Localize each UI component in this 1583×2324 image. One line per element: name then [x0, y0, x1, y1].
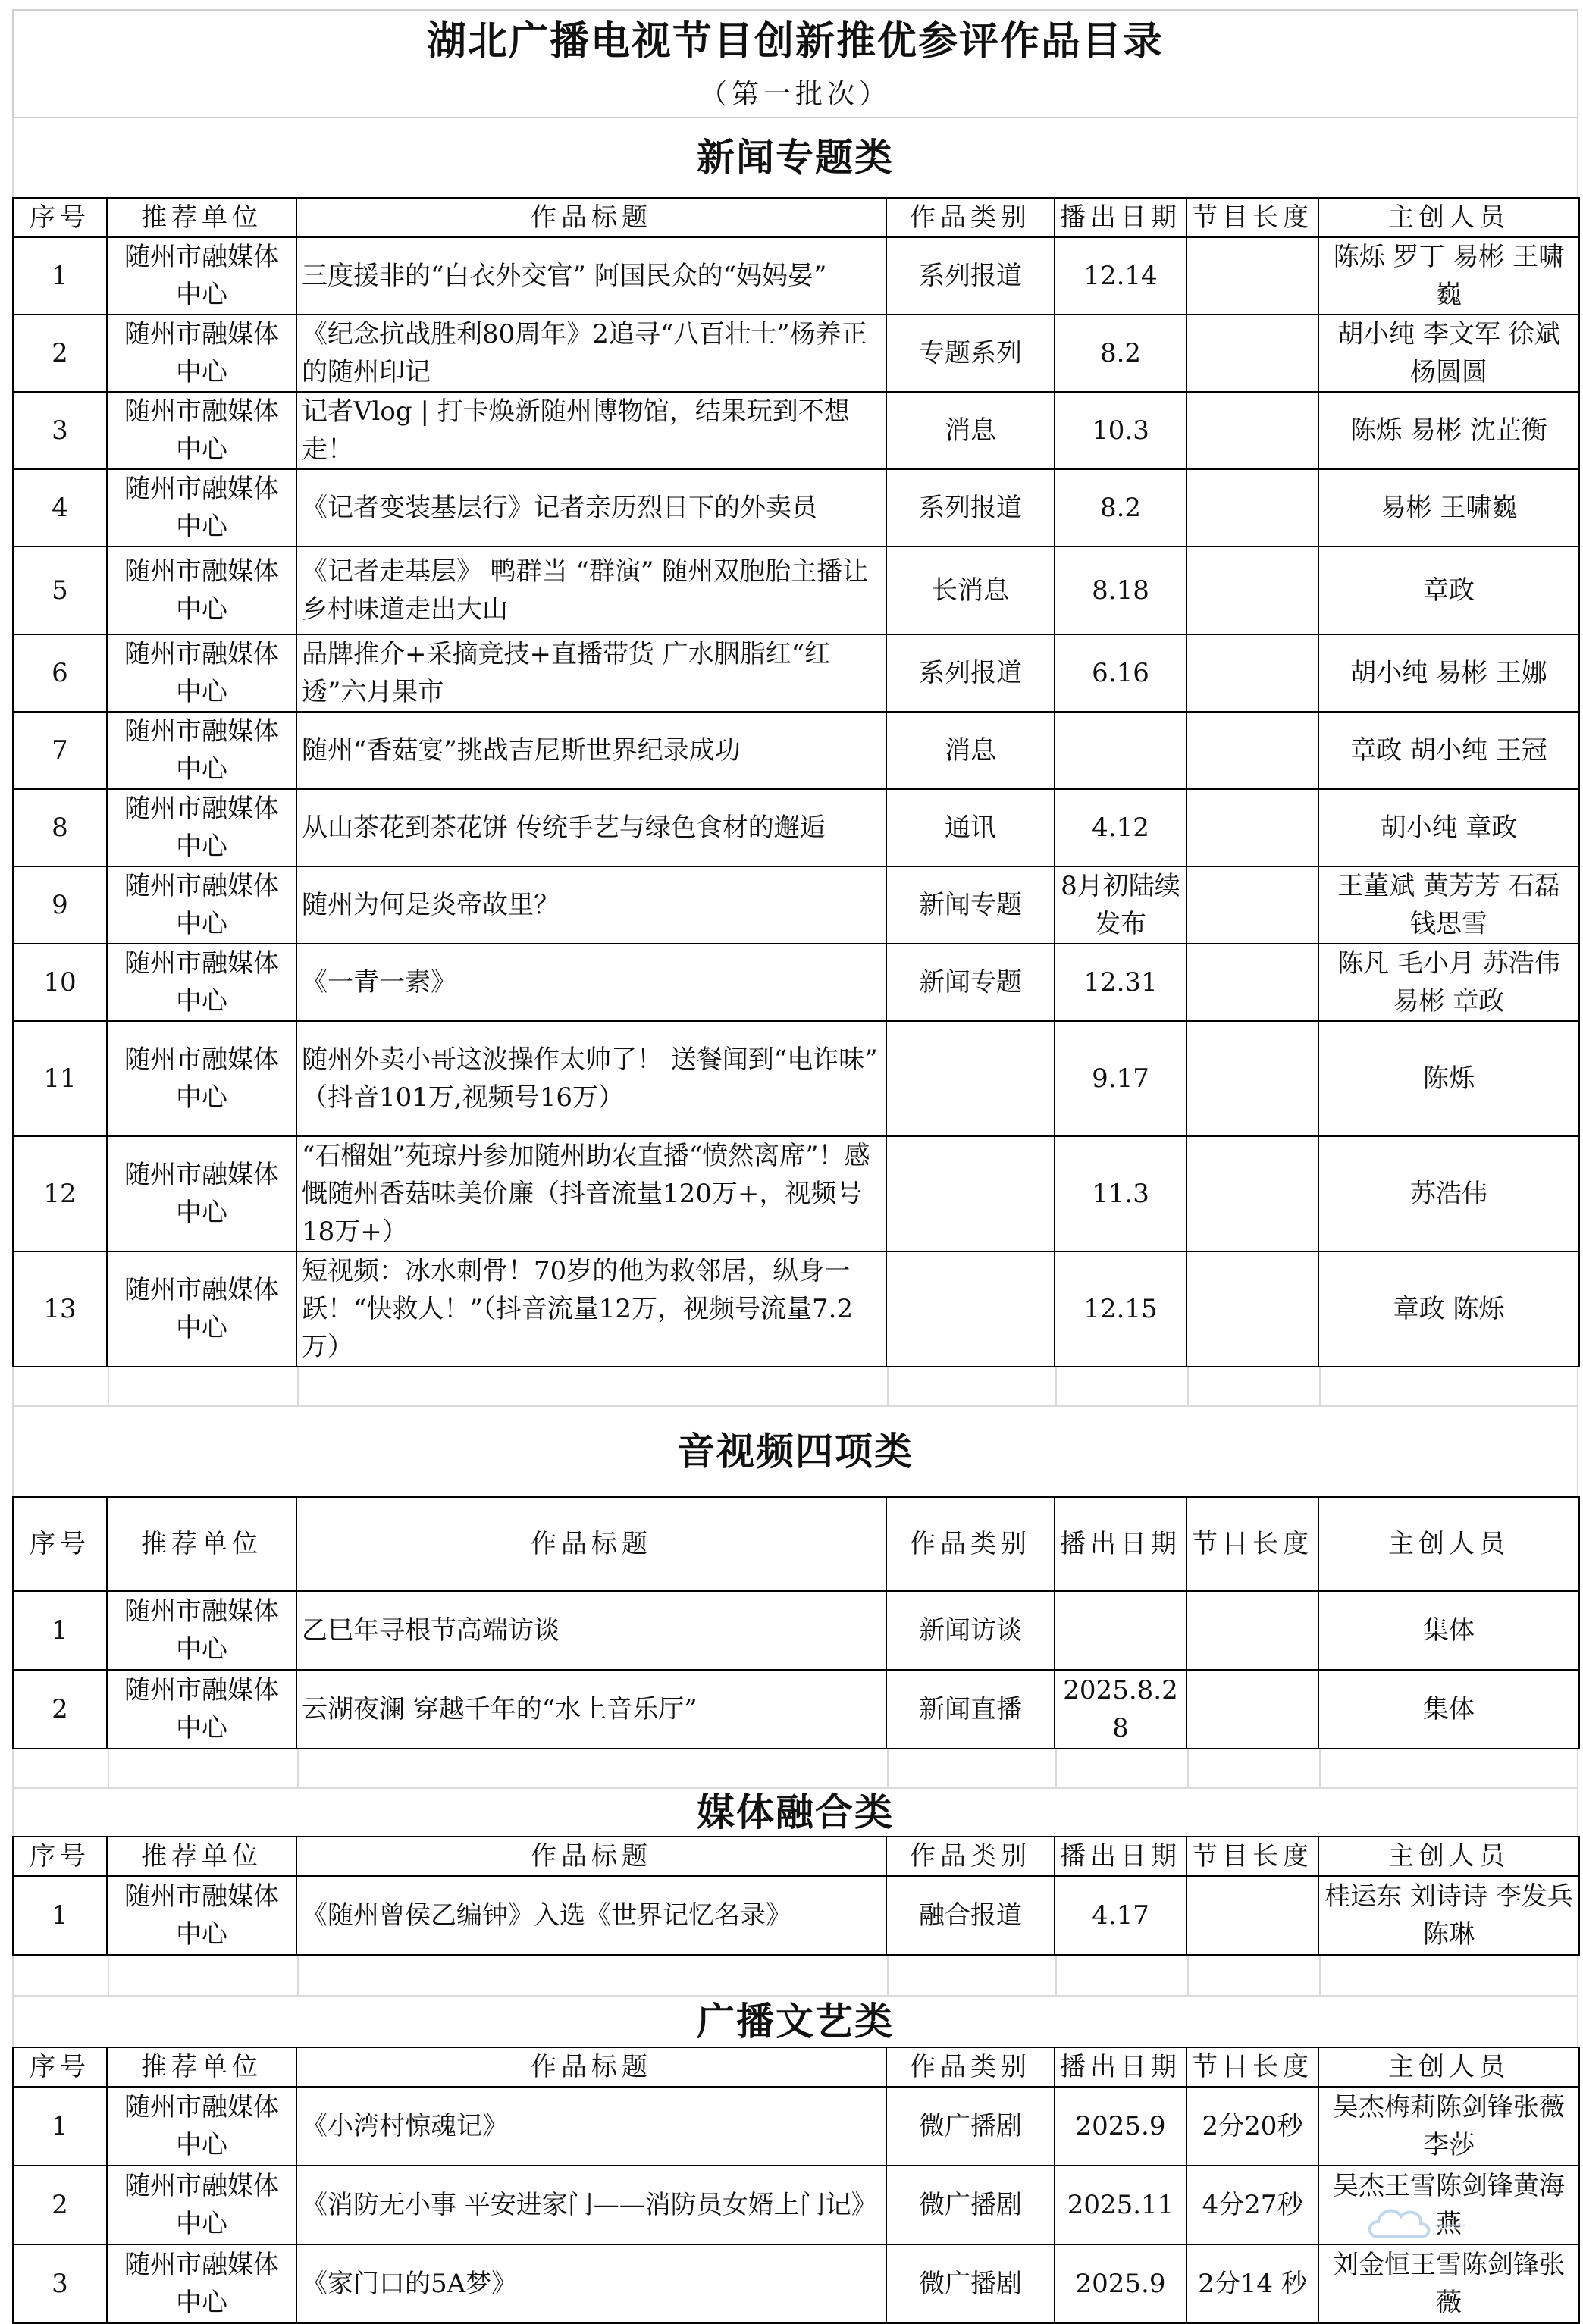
cell-no: 1 [13, 1591, 107, 1670]
cell-unit: 随州市融媒体中心 [107, 944, 296, 1021]
cell-unit: 随州市融媒体中心 [107, 547, 296, 634]
cell-title: 《记者走基层》 鸭群当 “群演” 随州双胞胎主播让乡村味道走出大山 [296, 547, 886, 634]
table-row [13, 392, 1579, 469]
cell-unit: 随州市融媒体中心 [107, 2244, 296, 2323]
cell-type: 新闻专题 [886, 944, 1055, 1021]
cell-date: 8.18 [1055, 547, 1186, 634]
cell-staff: 章政 [1318, 547, 1579, 634]
cell-length [1186, 866, 1318, 944]
cell-date: 8.2 [1055, 469, 1186, 547]
cell-no: 6 [13, 634, 107, 712]
cell-date: 9.17 [1055, 1021, 1186, 1136]
cell-length: 4分27秒 [1186, 2166, 1318, 2244]
cell-staff: 集体 [1318, 1670, 1579, 1749]
cell-unit: 随州市融媒体中心 [107, 392, 296, 469]
cell-staff: 苏浩伟 [1318, 1136, 1579, 1251]
cell-title: 《记者变装基层行》记者亲历烈日下的外卖员 [296, 469, 886, 547]
cell-length [1186, 1670, 1318, 1749]
header-type: 作品类别 [886, 198, 1055, 237]
cell-length: 2分14 秒 [1186, 2244, 1318, 2323]
header-unit: 推荐单位 [107, 198, 296, 237]
table-row [13, 1021, 1579, 1136]
cell-staff: 章政 胡小纯 王冠 [1318, 712, 1579, 789]
cell-date: 8月初陆续发布 [1055, 866, 1186, 944]
cell-staff: 吴杰王雪陈剑锋黄海燕 [1318, 2166, 1579, 2244]
header-title: 作品标题 [296, 198, 886, 237]
header-row [13, 1837, 1579, 1876]
cell-staff: 桂运东 刘诗诗 李发兵 陈琳 [1318, 1876, 1579, 1955]
cell-unit: 随州市融媒体中心 [107, 237, 296, 315]
cell-unit: 随州市融媒体中心 [107, 1136, 296, 1251]
cell-type: 系列报道 [886, 237, 1055, 315]
cell-length [1186, 469, 1318, 547]
table-row [13, 789, 1579, 866]
cell-no: 3 [13, 392, 107, 469]
cell-unit: 随州市融媒体中心 [107, 1670, 296, 1749]
table-row [13, 469, 1579, 547]
cell-date: 12.31 [1055, 944, 1186, 1021]
cell-title: 《小湾村惊魂记》 [296, 2087, 886, 2166]
cell-staff: 刘金恒王雪陈剑锋张薇 [1318, 2244, 1579, 2323]
cell-title: 随州外卖小哥这波操作太帅了！ 送餐闻到“电诈味” （抖音101万,视频号16万） [296, 1021, 886, 1136]
table-row [13, 1591, 1579, 1670]
cell-length: 2分20秒 [1186, 2087, 1318, 2166]
table-row [13, 237, 1579, 315]
cell-no: 7 [13, 712, 107, 789]
cell-unit: 随州市融媒体中心 [107, 1591, 296, 1670]
header-row [13, 2047, 1579, 2087]
header-title: 作品标题 [296, 1497, 886, 1591]
cell-length [1186, 1136, 1318, 1251]
cell-unit: 随州市融媒体中心 [107, 2166, 296, 2244]
cell-staff: 胡小纯 易彬 王娜 [1318, 634, 1579, 712]
cell-type: 微广播剧 [886, 2244, 1055, 2323]
cell-type: 系列报道 [886, 634, 1055, 712]
cell-title: 《消防无小事 平安进家门——消防员女婿上门记》 [296, 2166, 886, 2244]
cell-no: 10 [13, 944, 107, 1021]
cell-type: 新闻专题 [886, 866, 1055, 944]
document-title: 湖北广播电视节目创新推优参评作品目录 [426, 19, 1164, 64]
cell-date: 4.17 [1055, 1876, 1186, 1955]
cell-type: 消息 [886, 712, 1055, 789]
cell-date: 11.3 [1055, 1136, 1186, 1251]
cell-date: 12.15 [1055, 1251, 1186, 1367]
table-row [13, 2244, 1579, 2323]
header-length: 节目长度 [1186, 2047, 1318, 2087]
cell-length [1186, 1251, 1318, 1367]
cell-length [1186, 237, 1318, 315]
cell-date [1055, 1591, 1186, 1670]
table-radio [12, 2047, 1580, 2324]
table-av [12, 1496, 1580, 1749]
spacer [12, 1367, 1578, 1407]
cell-no: 8 [13, 789, 107, 866]
section-title-news: 新闻专题类 [12, 118, 1578, 197]
cloud-watermark-icon [1363, 2195, 1469, 2248]
document-header [12, 9, 1578, 118]
header-title: 作品标题 [296, 1837, 886, 1876]
cell-length [1186, 1876, 1318, 1955]
cell-date: 2025.11 [1055, 2166, 1186, 2244]
cell-title: 短视频：冰水刺骨！70岁的他为救邻居，纵身一跃！“快救人！”（抖音流量12万，视频号流量7.2万） [296, 1251, 886, 1367]
cell-unit: 随州市融媒体中心 [107, 789, 296, 866]
cell-no: 9 [13, 866, 107, 944]
cell-staff: 王董斌 黄芳芳 石磊 钱思雪 [1318, 866, 1579, 944]
cell-staff: 陈凡 毛小月 苏浩伟 易彬 章政 [1318, 944, 1579, 1021]
header-type: 作品类别 [886, 1497, 1055, 1591]
cell-no: 5 [13, 547, 107, 634]
header-unit: 推荐单位 [107, 2047, 296, 2087]
cell-staff: 胡小纯 章政 [1318, 789, 1579, 866]
table-row [13, 712, 1579, 789]
cell-type: 专题系列 [886, 315, 1055, 392]
cell-date: 12.14 [1055, 237, 1186, 315]
cell-staff: 集体 [1318, 1591, 1579, 1670]
cell-no: 11 [13, 1021, 107, 1136]
table-row [13, 944, 1579, 1021]
cell-title: 《随州曾侯乙编钟》入选《世界记忆名录》 [296, 1876, 886, 1955]
table-row [13, 315, 1579, 392]
cell-unit: 随州市融媒体中心 [107, 1021, 296, 1136]
cell-type [886, 1136, 1055, 1251]
header-no: 序号 [13, 1837, 107, 1876]
cell-staff: 吴杰梅莉陈剑锋张薇李莎 [1318, 2087, 1579, 2166]
cell-unit: 随州市融媒体中心 [107, 1876, 296, 1955]
cell-title: 乙巳年寻根节高端访谈 [296, 1591, 886, 1670]
cell-title: 《纪念抗战胜利80周年》2追寻“八百壮士”杨养正的随州印记 [296, 315, 886, 392]
header-length: 节目长度 [1186, 198, 1318, 237]
header-no: 序号 [13, 2047, 107, 2087]
cell-no: 2 [13, 315, 107, 392]
table-row [13, 2166, 1579, 2244]
cell-length [1186, 789, 1318, 866]
table-row [13, 2087, 1579, 2166]
header-length: 节目长度 [1186, 1837, 1318, 1876]
header-staff: 主创人员 [1318, 1497, 1579, 1591]
cell-staff: 章政 陈烁 [1318, 1251, 1579, 1367]
header-date: 播出日期 [1055, 1837, 1186, 1876]
cell-type: 长消息 [886, 547, 1055, 634]
cell-title: 随州“香菇宴”挑战吉尼斯世界纪录成功 [296, 712, 886, 789]
header-length: 节目长度 [1186, 1497, 1318, 1591]
header-type: 作品类别 [886, 1837, 1055, 1876]
cell-date: 2025.9 [1055, 2244, 1186, 2323]
cell-staff: 陈烁 罗丁 易彬 王啸巍 [1318, 237, 1579, 315]
cell-length [1186, 1021, 1318, 1136]
cell-unit: 随州市融媒体中心 [107, 2087, 296, 2166]
cell-type: 微广播剧 [886, 2166, 1055, 2244]
cell-title: 从山茶花到茶花饼 传统手艺与绿色食材的邂逅 [296, 789, 886, 866]
cell-no: 1 [13, 2087, 107, 2166]
cell-unit: 随州市融媒体中心 [107, 866, 296, 944]
cell-type: 通讯 [886, 789, 1055, 866]
cell-type: 新闻直播 [886, 1670, 1055, 1749]
table-row [13, 1670, 1579, 1749]
spacer [12, 1749, 1578, 1789]
cell-no: 1 [13, 237, 107, 315]
cell-type: 微广播剧 [886, 2087, 1055, 2166]
cell-no: 3 [13, 2244, 107, 2323]
header-staff: 主创人员 [1318, 2047, 1579, 2087]
cell-title: 《一青一素》 [296, 944, 886, 1021]
table-row [13, 1251, 1579, 1367]
cell-length [1186, 634, 1318, 712]
spacer [12, 1956, 1578, 1997]
cell-no: 12 [13, 1136, 107, 1251]
header-no: 序号 [13, 198, 107, 237]
section-title-av: 音视频四项类 [12, 1407, 1578, 1496]
cell-date [1055, 712, 1186, 789]
cell-length [1186, 712, 1318, 789]
cell-length [1186, 1591, 1318, 1670]
cell-length [1186, 315, 1318, 392]
document-subtitle: （第一批次） [14, 73, 1577, 118]
header-type: 作品类别 [886, 2047, 1055, 2087]
cell-unit: 随州市融媒体中心 [107, 634, 296, 712]
cell-title: 《家门口的5A梦》 [296, 2244, 886, 2323]
cell-date: 2025.8.28 [1055, 1670, 1186, 1749]
cell-staff: 易彬 王啸巍 [1318, 469, 1579, 547]
cell-length [1186, 547, 1318, 634]
table-row [13, 1136, 1579, 1251]
cell-type [886, 1251, 1055, 1367]
cell-length [1186, 392, 1318, 469]
header-unit: 推荐单位 [107, 1837, 296, 1876]
cell-date: 4.12 [1055, 789, 1186, 866]
cell-staff: 陈烁 易彬 沈芷衡 [1318, 392, 1579, 469]
cell-unit: 随州市融媒体中心 [107, 469, 296, 547]
cell-staff: 胡小纯 李文军 徐斌 杨圆圆 [1318, 315, 1579, 392]
cell-no: 2 [13, 2166, 107, 2244]
table-row [13, 634, 1579, 712]
header-date: 播出日期 [1055, 2047, 1186, 2087]
cell-type: 系列报道 [886, 469, 1055, 547]
cell-staff: 陈烁 [1318, 1021, 1579, 1136]
header-no: 序号 [13, 1497, 107, 1591]
cell-title: 三度援非的“白衣外交官” 阿国民众的“妈妈晏” [296, 237, 886, 315]
table-news [12, 197, 1580, 1367]
cell-type: 消息 [886, 392, 1055, 469]
section-title-radio: 广播文艺类 [12, 1997, 1578, 2047]
header-date: 播出日期 [1055, 198, 1186, 237]
cell-title: 记者Vlog | 打卡焕新随州博物馆，结果玩到不想走！ [296, 392, 886, 469]
cell-date: 2025.9 [1055, 2087, 1186, 2166]
cell-title: 品牌推介+采摘竞技+直播带货 广水胭脂红“红透”六月果市 [296, 634, 886, 712]
cell-no: 1 [13, 1876, 107, 1955]
cell-title: 随州为何是炎帝故里？ [296, 866, 886, 944]
header-date: 播出日期 [1055, 1497, 1186, 1591]
cell-no: 4 [13, 469, 107, 547]
table-row [13, 866, 1579, 944]
cell-no: 13 [13, 1251, 107, 1367]
header-row [13, 198, 1579, 237]
header-staff: 主创人员 [1318, 1837, 1579, 1876]
header-title: 作品标题 [296, 2047, 886, 2087]
table-media [12, 1836, 1580, 1956]
cell-date: 8.2 [1055, 315, 1186, 392]
table-row [13, 547, 1579, 634]
cell-title: 云湖夜澜 穿越千年的“水上音乐厅” [296, 1670, 886, 1749]
cell-unit: 随州市融媒体中心 [107, 315, 296, 392]
section-title-media: 媒体融合类 [12, 1789, 1578, 1836]
catalog-sheet [12, 9, 1578, 2324]
cell-type: 新闻访谈 [886, 1591, 1055, 1670]
cell-unit: 随州市融媒体中心 [107, 1251, 296, 1367]
cell-date: 10.3 [1055, 392, 1186, 469]
cell-type: 融合报道 [886, 1876, 1055, 1955]
cell-unit: 随州市融媒体中心 [107, 712, 296, 789]
header-staff: 主创人员 [1318, 198, 1579, 237]
table-row [13, 1876, 1579, 1955]
cell-length [1186, 944, 1318, 1021]
header-row [13, 1497, 1579, 1591]
cell-type [886, 1021, 1055, 1136]
cell-no: 2 [13, 1670, 107, 1749]
cell-title: “石榴姐”苑琼丹参加随州助农直播“愤然离席”！感慨随州香菇味美价廉（抖音流量120万+，视频号18万+） [296, 1136, 886, 1251]
cell-date: 6.16 [1055, 634, 1186, 712]
header-unit: 推荐单位 [107, 1497, 296, 1591]
